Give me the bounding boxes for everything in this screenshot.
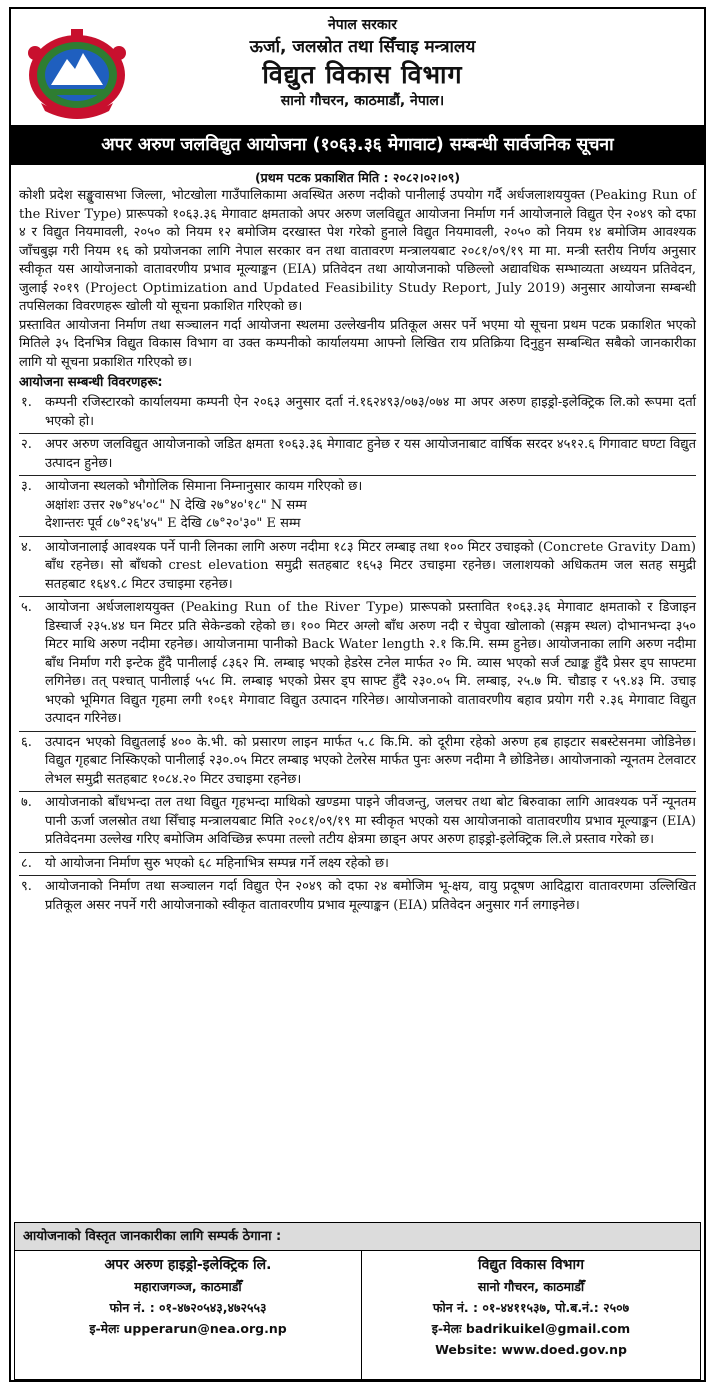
- header-text: [131, 15, 594, 111]
- nepal-emblem-icon: [21, 23, 133, 119]
- company-phone: फोन नं. : ०१-४७२०५४३,४७२५५३: [109, 1300, 267, 1315]
- list-item: [19, 434, 696, 476]
- item-text: यो आयोजना निर्माण सुरु भएको ६८ महिनाभित्र सम्पन्न गर्ने लक्ष्य रहेको छ।: [45, 855, 389, 871]
- item-text: आयोजनालाई आवश्यक पर्ने पानी लिनका लागि अरुण नदीमा १८३ मिटर लम्बाइ तथा १०० मिटर उचाइको (Concrete Gravity Dam) बाँध रहनेछ। सो बाँधको crest elevation समुद्री सतहबाट १६५३ मिटर उचाइमा रहनेछ। जलाशयको अधिकतम जल सतह समुद्री सतहबाट १६४९.८ मिटर उचाइमा रहनेछ।: [45, 539, 696, 592]
- intro-paragraph: कोशी प्रदेश सङ्खुवासभा जिल्ला, भोटखोला गाउँपालिकामा अवस्थित अरुण नदीको पानीलाई उपयोग गर्दै अर्धजलाशययुक्त (Peaking Run of the River Type) प्रारूपको १०६३.३६ मेगावाट क्षमताको अपर अरुण जलविद्युत आयोजना निर्माण गर्न आयोजनाले विद्युत ऐन २०४९ को दफा ४ र विद्युत नियमावली, २०५० को नियम १२ बमोजिम दरखास्त पेश गरेको हुनाले विद्युत नियमावली, २०५० को नियम १४ बमोजिम आवश्यक जाँचबुझ गरी नियम १६ को प्रयोजनका लागि नेपाल सरकार वन तथा वातावरण मन्त्रालयबाट २०८१/०९/१९ मा मा. मन्त्री स्तरीय निर्णय अनुसार स्वीकृत यस आयोजनाको वातावरणीय प्रभाव मूल्याङ्कन (EIA) प्रतिवेदन तथा आयोजनाको पछिल्लो अद्यावधिक सम्भाव्यता अध्ययन प्रतिवेदन, जुलाई २०१९ (Project Optimization and Updated Feasibility Study Report, July 2019) अनुसार आयोजना सम्बन्धी तपसिलका विवरणहरू खोली यो सूचना प्रकाशित गरिएको छ।: [19, 188, 696, 314]
- department-address: सानो गौचरन, काठमाडौं, नेपाल।: [280, 93, 445, 109]
- item-text: उत्पादन भएको विद्युतलाई ४०० के.भी. को प्रसारण लाइन मार्फत ५.८ कि.मि. को दूरीमा रहेको अरुण हब हाइटार सबस्टेसनमा जोडिनेछ। विद्युत गृहबाट निस्किएको पानीलाई २३०.०५ मिटर लम्बाइ भएको टेलरेस मार्फत पुनः अरुण नदीमा नै छोडिनेछ। आयोजनाको न्यूनतम टेलवाटर लेभल समुद्री सतहबाट १०८४.२० मिटर उचाइमा रहनेछ।: [45, 734, 696, 787]
- item-text: आयोजनाको बाँधभन्दा तल तथा विद्युत गृहभन्दा माथिको खण्डमा पाइने जीवजन्तु, जलचर तथा बोट बिरुवाका लागि आवश्यक पर्ने न्यूनतम पानी ऊर्जा जलस्रोत तथा सिँचाइ मन्त्रालयबाट मिति २०८१/०९/१९ मा स्वीकृत भएको यस आयोजनाको वातावरणीय प्रभाव मूल्याङ्कन (EIA) प्रतिवेदनमा उल्लेख गरिए बमोजिम अविच्छिन्न रूपमा तल्लो तटीय क्षेत्रमा छाड्न अपर अरुण हाइड्रो-इलेक्ट्रिक लि.ले प्रस्ताव गरेको छ।: [45, 795, 696, 847]
- list-item: [19, 537, 696, 598]
- list-item: [19, 732, 696, 793]
- item-number: ८.: [21, 855, 32, 871]
- company-name: अपर अरुण हाइड्रो-इलेक्ट्रिक लि.: [104, 1257, 272, 1273]
- item-text: आयोजनाको निर्माण तथा सञ्चालन गर्दा विद्युत ऐन २०४९ को दफा २४ बमोजिम भू-क्षय, वायु प्रदूषण आदिद्वारा वातावरणमा उल्लिखित प्रतिकूल असर नपर्ने गरी आयोजनाको स्वीकृत वातावरणीय प्रभाव मूल्याङ्कन (EIA) प्रतिवेदन अनुसार गर्न लगाइनेछ।: [45, 879, 696, 913]
- list-item: [19, 597, 696, 732]
- notice-body: [19, 187, 696, 917]
- government-name: नेपाल सरकार: [327, 17, 397, 33]
- latitude-range: अक्षांशः उत्तर २७°४५'०८" N देखि २७°४०'१८" N सम्म: [45, 497, 307, 513]
- contact-columns: [15, 1251, 700, 1379]
- details-heading: आयोजना सम्बन्धी विवरणहरू:: [19, 375, 163, 390]
- ministry-name: ऊर्जा, जलस्रोत तथा सिँचाइ मन्त्रालय: [249, 37, 476, 57]
- item-text: आयोजना स्थलको भौगोलिक सिमाना निम्नानुसार कायम गरिएको छ।: [45, 479, 363, 494]
- department-phone: फोन नं. : ०१-४४११५३७, पो.ब.नं.: २५०७: [432, 1300, 630, 1315]
- item-number: ५.: [21, 600, 32, 615]
- item-text: कम्पनी रजिस्टारको कार्यालयमा कम्पनी ऐन २०६३ अनुसार दर्ता नं.१६२४९३/०७३/०७४ मा अपर अरुण हाइड्रो-इलेक्ट्रिक लि.को रूपमा दर्ता भएको हो।: [45, 395, 696, 429]
- list-item: [19, 392, 696, 434]
- department-website[interactable]: Website: www.doed.gov.np: [435, 1342, 627, 1357]
- notice-title: अपर अरुण जलविद्युत आयोजना (१०६३.३६ मेगावाट) सम्बन्धी सार्वजनिक सूचना: [11, 125, 704, 165]
- list-item: [19, 853, 696, 877]
- contact-heading: आयोजनाको विस्तृत जानकारीका लागि सम्पर्क ठेगाना :: [15, 1223, 700, 1251]
- objection-paragraph: प्रस्तावित आयोजना निर्माण तथा सञ्चालन गर्दा आयोजना स्थलमा उल्लेखनीय प्रतिकूल असर पर्ने भएमा यो सूचना प्रथम पटक प्रकाशित भएको मितिले ३५ दिनभित्र विद्युत विकास विभाग वा उक्त कम्पनीको कार्यालयमा आफ्नो लिखित राय प्रतिक्रिया दिनुहुन सम्बन्धित सबैको जानकारीका लागि यो सूचना प्रकाशित गरिएको छ।: [19, 317, 696, 370]
- notice-page: [9, 7, 706, 1382]
- details-list: [19, 392, 696, 917]
- item-text: अपर अरुण जलविद्युत आयोजनाको जडित क्षमता १०६३.३६ मेगावाट हुनेछ र यस आयोजनाबाट वार्षिक सरदर ४५१२.६ गिगावाट घण्टा विद्युत उत्पादन हुनेछ।: [45, 437, 696, 471]
- company-email[interactable]: इ-मेलः upperarun@nea.org.np: [89, 1321, 287, 1336]
- list-item: [19, 792, 696, 853]
- company-contact: [15, 1251, 361, 1379]
- item-number: ४.: [21, 539, 32, 555]
- department-email[interactable]: इ-मेलः badrikuikel@gmail.com: [431, 1321, 631, 1336]
- department-name: विद्युत विकास विभाग: [262, 60, 463, 89]
- company-address: महाराजगञ्ज, काठमाडौँ: [134, 1279, 242, 1294]
- list-item: [19, 876, 696, 917]
- publication-date: (प्रथम पटक प्रकाशित मिति : २०८२।०२।०९): [254, 170, 461, 185]
- department-contact-name: विद्युत विकास विभाग: [478, 1257, 584, 1273]
- notice-header: [11, 9, 704, 122]
- item-number: ७.: [21, 795, 32, 810]
- list-item: [19, 476, 696, 537]
- item-number: ३.: [21, 479, 32, 494]
- longitude-range: देशान्तरः पूर्व ८७°२६'४५" E देखि ८७°२०'३०" E सम्म: [45, 516, 301, 531]
- department-contact-address: सानो गौचरन, काठमाडौँ: [477, 1279, 585, 1294]
- department-contact: [361, 1251, 700, 1379]
- item-number: २.: [21, 437, 32, 452]
- item-number: ९.: [21, 879, 32, 894]
- contact-box: [14, 1222, 701, 1380]
- item-number: १.: [21, 395, 32, 410]
- item-text: आयोजना अर्धजलाशययुक्त (Peaking Run of the River Type) प्रारूपको प्रस्तावित १०६३.३६ मेगावाट क्षमताको र डिजाइन डिस्चार्ज २३५.४४ घन मिटर प्रति सेकेन्डको रहेको छ। १०० मिटर अग्लो बाँध अरुण नदी र चेपुवा खोलाको (सङ्गम स्थल) दोभानभन्दा ३५० मिटर माथि अरुण नदीमा रहनेछ। आयोजनामा पानीको Back Water length २.१ कि.मि. सम्म हुनेछ। आयोजनाका लागि अरुण नदीमा बाँध निर्माण गरी इन्टेक हुँदै पानीलाई ८३६२ मि. लम्बाइ भएको हेडरेस टनेल मार्फत २० मि. व्यास भएको सर्ज ट्याङ्क हुँदै प्रेसर ड्प साफ्टमा लगिनेछ। तत् पश्चात् पानीलाई ५५८ मि. लम्बाइ भएको प्रेसर ड्प साफ्ट हुँदै २३०.०५ मि. लम्बाइ, २५.७ मि. चौडाइ र ५९.४३ मि. उचाइ भएको भूमिगत विद्युत गृहमा लगी १०६१ मेगावाट विद्युत उत्पादन गरिनेछ। आयोजनाको वातावरणीय बहाव प्रयोग गरी २.३६ मेगावाट विद्युत उत्पादन गरिनेछ।: [45, 600, 696, 726]
- item-number: ६.: [21, 734, 32, 750]
